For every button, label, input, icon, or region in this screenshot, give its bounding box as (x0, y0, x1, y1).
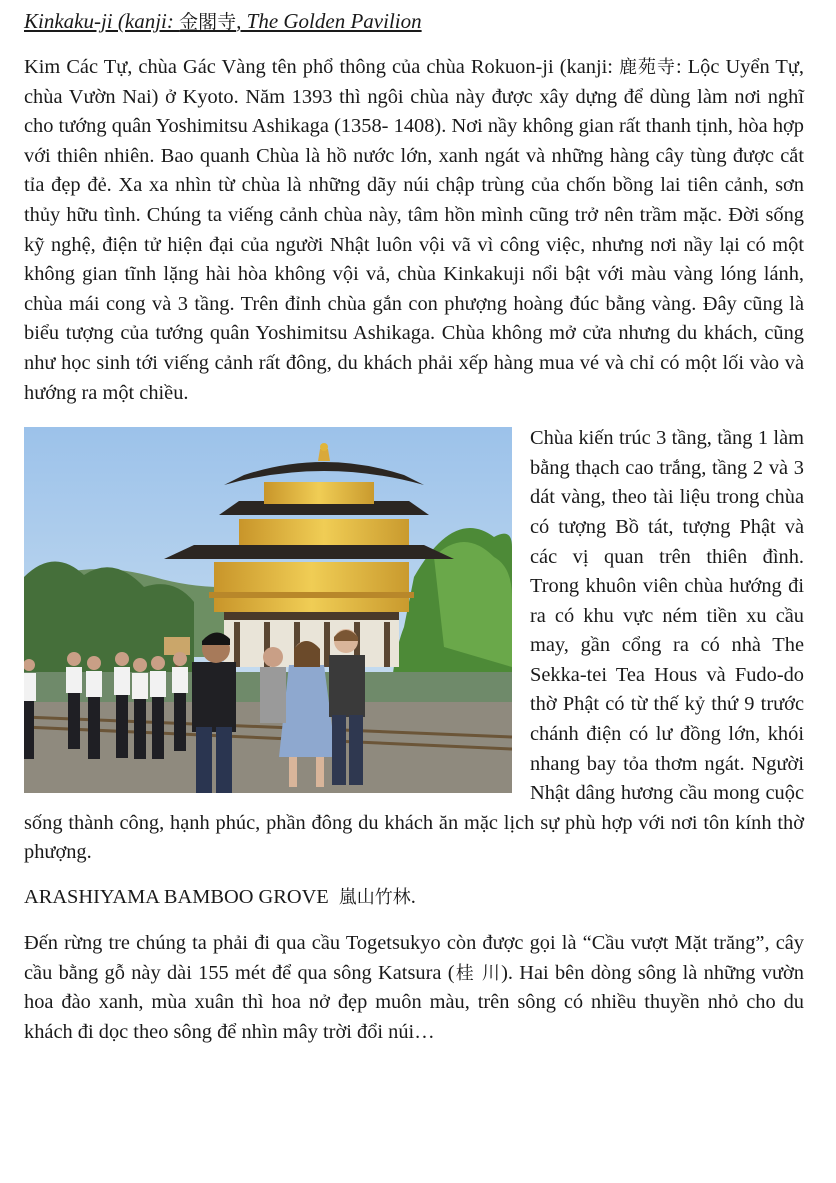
pavilion-upper-balcony (239, 519, 409, 545)
photo-illustration (24, 427, 512, 793)
section-title-kanji: 嵐山竹林 (338, 887, 411, 909)
pavilion-lower-roof (164, 545, 454, 559)
paragraph-kinkakuji-intro (24, 53, 804, 408)
paragraph-togetsukyo (24, 929, 804, 1047)
paragraph1-kanji: 鹿苑寺 (619, 57, 676, 78)
paragraph1-part2: : Lộc Uyển Tự, chùa Vườn Nai) ở Kyoto. Năm 1393 thì ngôi chùa này được xây dựng để dùng làm nơi nghĩ cho tướng quân Yoshimitsu Ashikaga (1358- 1408). Nơi nầy không gian rất thanh tịnh, hòa hợp với thiên nhiên. Bao quanh Chùa là hồ nước lớn, xanh ngát và những hàng cây tùng được cắt tỉa đẹp đẻ. Xa xa nhìn từ chùa là những dãy núi chập trùng của chốn bồng lai tiên cảnh, sơn thủy hữu tình. Chúng ta viếng cảnh chùa này, tâm hồn mình cũng trở nên trầm mặc. Đời sống kỹ nghệ, điện tử hiện đại của người Nhật luôn vội vã vì công việc, nhưng nơi nầy lại có một không gian tĩnh lặng hài hòa không vội vả, chùa Kinkakuji nổi bật với màu vàng lóng lánh, chùa mái cong và 3 tầng. Trên đỉnh chùa gắn con phượng hoàng đúc bằng vàng. Đây cũng là biểu tượng của tướng quân Yoshimitsu Ashikaga. Chùa không mở cửa nhưng du khách, cũng như học sinh tới viếng cảnh rất đông, du khách phải xếp hàng mua vé và chỉ có một lối vào và hướng ra một chiều. (24, 56, 804, 404)
pavilion-middle-floor (214, 562, 409, 612)
heading-suffix: , The Golden Pavilion (236, 9, 422, 33)
paragraph1-part1: Kim Các Tự, chùa Gác Vàng tên phổ thông của chùa Rokuon-ji (kanji: (24, 56, 620, 78)
paragraph3-part2: ). Hai bên dòng sông là những vườn hoa đào xanh, mùa xuân thì hoa nở đẹp muôn màu, trên sông có nhiều thuyền nhỏ cho du khách đi dọc theo sông để nhìn mây trời đổi núi… (24, 961, 804, 1043)
heading-kanji: 金閣寺 (179, 11, 237, 33)
paragraph-architecture: Chùa kiến trúc 3 tầng, tầng 1 làm bằng thạch cao trắng, tầng 2 và 3 dát vàng, theo tài liệu trong chùa có tượng Bồ tát, tượng Phật và các vị quan trên thiên đình. Trong khuôn viên chùa hướng đi ra có khu vực ném tiền xu cầu may, gần cổng ra có nhà The Sekka-tei Tea Hous và Fudo-do thờ Phật có từ thế kỷ thứ 9 trước chánh điện có lư đồng lớn, khói nhang bay tỏa thơm ngát. Người Nhật dâng hương cầu mong cuộc sống thành công, hạnh phúc, phần đông du khách ăn mặc lịch sự phù hợp với nơi tôn kính thờ phượng. (24, 427, 804, 864)
golden-pavilion-photo (24, 427, 512, 793)
document-page (24, 6, 804, 1047)
section-title-bamboo-grove (24, 882, 804, 913)
paragraph3-kanji: 桂 川 (454, 962, 502, 984)
info-sign (164, 637, 190, 655)
heading-prefix: Kinkaku-ji (kanji: (24, 9, 180, 33)
paragraph3-part1: Đến rừng tre chúng ta phải đi qua cầu Togetsukyo còn được gọi là “Cầu vượt Mặt trăng”, cây cầu bằng gỗ này dài 155 mét để qua sông Katsura ( (24, 932, 804, 984)
article-heading (24, 6, 804, 37)
section-title-end: . (410, 886, 416, 909)
section-title-text: ARASHIYAMA BAMBOO GROVE (24, 886, 329, 909)
pavilion-top-floor (264, 482, 374, 504)
